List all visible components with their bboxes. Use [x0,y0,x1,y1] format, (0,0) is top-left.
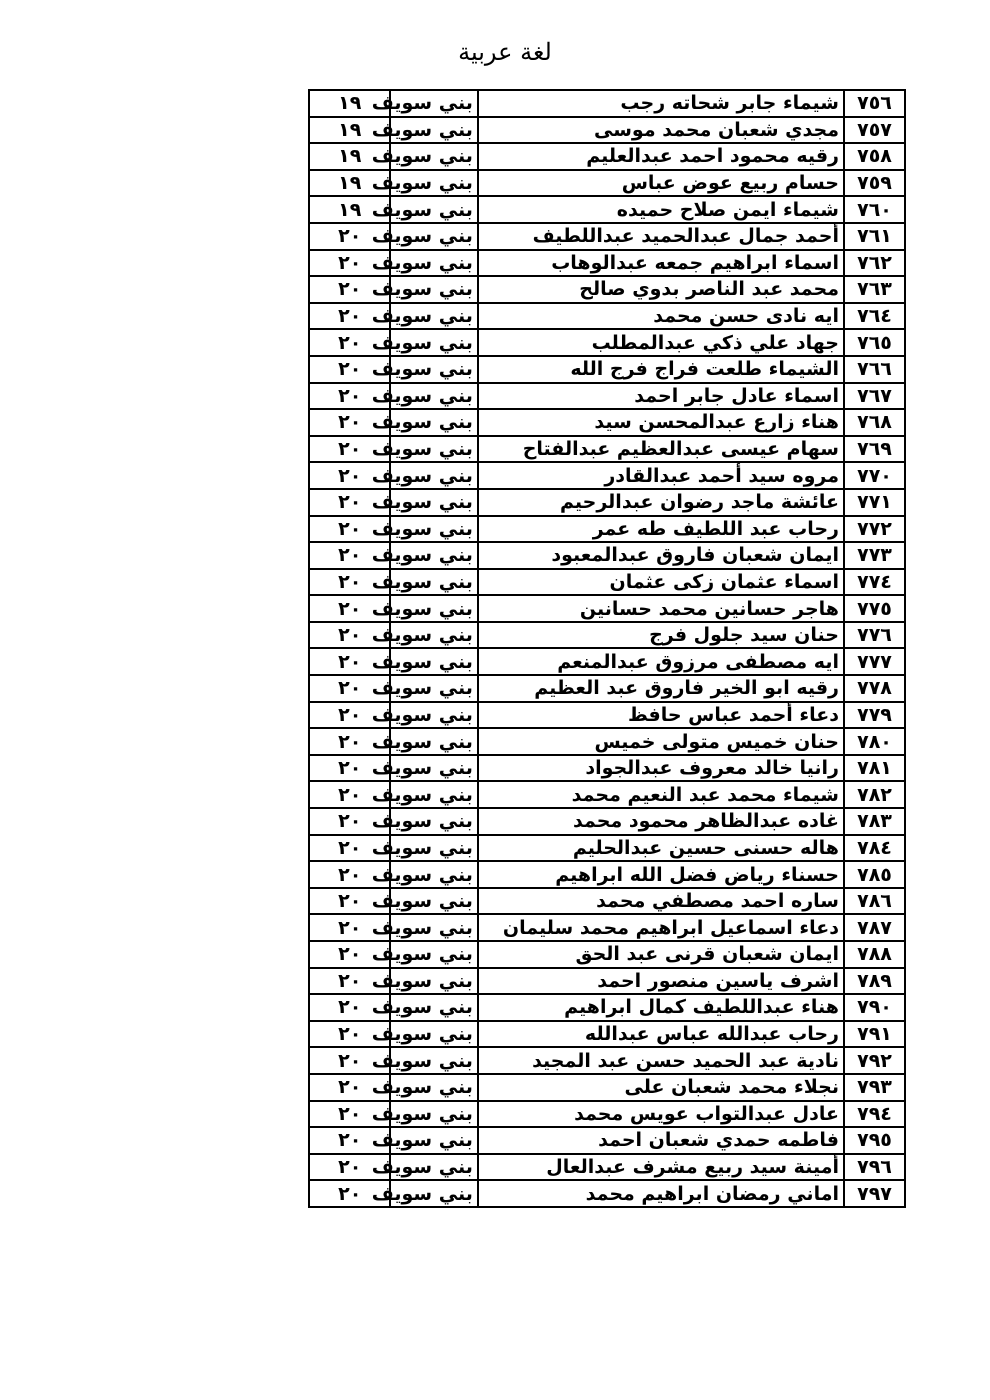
row-name: ايمان شعبان فاروق عبدالمعبود [478,542,844,569]
table-row [309,356,905,383]
row-score: ٢٠ [309,542,390,569]
row-city: بني سويف [390,968,477,995]
table-row [309,888,905,915]
row-number: ٧٦٠ [844,196,905,223]
row-score: ٢٠ [309,595,390,622]
row-city: بني سويف [390,728,477,755]
row-number: ٧٩٧ [844,1180,905,1207]
row-city: بني سويف [390,1180,477,1207]
row-number: ٧٩٢ [844,1047,905,1074]
row-city: بني سويف [390,1021,477,1048]
row-name: محمد عبد الناصر بدوي صالح [478,276,844,303]
row-score: ٢٠ [309,1127,390,1154]
row-score: ٢٠ [309,329,390,356]
row-name: مروه سيد أحمد عبدالقادر [478,462,844,489]
row-score: ٢٠ [309,356,390,383]
row-name: عائشة ماجد رضوان عبدالرحيم [478,489,844,516]
row-name: أحمد جمال عبدالحميد عبداللطيف [478,223,844,250]
table-row [309,1101,905,1128]
table-row [309,329,905,356]
row-score: ٢٠ [309,569,390,596]
row-name: أمينة سيد ربيع مشرف عبدالعال [478,1154,844,1181]
row-city: بني سويف [390,143,477,170]
table-row [309,143,905,170]
row-name: رحاب عبد اللطيف طه عمر [478,516,844,543]
table-row [309,861,905,888]
row-score: ٢٠ [309,808,390,835]
row-name: رقيه محمود احمد عبدالعليم [478,143,844,170]
row-number: ٧٧٢ [844,516,905,543]
table-row [309,648,905,675]
row-score: ٢٠ [309,489,390,516]
row-score: ٢٠ [309,781,390,808]
row-score: ٢٠ [309,1074,390,1101]
row-city: بني سويف [390,196,477,223]
table-row [309,781,905,808]
row-score: ٢٠ [309,1101,390,1128]
table-row [309,808,905,835]
table-row [309,542,905,569]
table-row [309,702,905,729]
row-city: بني سويف [390,276,477,303]
table-row [309,462,905,489]
row-number: ٧٧٠ [844,462,905,489]
table-row [309,835,905,862]
row-name: رانيا خالد معروف عبدالجواد [478,755,844,782]
row-name: هناء زارع عبدالمحسن سيد [478,409,844,436]
row-number: ٧٦٤ [844,303,905,330]
row-name: شيماء جابر شحاته رجب [478,90,844,117]
row-city: بني سويف [390,1074,477,1101]
row-name: ايه نادى حسن محمد [478,303,844,330]
table-row [309,1154,905,1181]
row-score: ٢٠ [309,994,390,1021]
row-city: بني سويف [390,835,477,862]
row-score: ٢٠ [309,702,390,729]
row-city: بني سويف [390,170,477,197]
row-city: بني سويف [390,595,477,622]
table-row [309,1180,905,1207]
table-row [309,276,905,303]
row-city: بني سويف [390,648,477,675]
row-number: ٧٩٤ [844,1101,905,1128]
table-row [309,675,905,702]
row-number: ٧٧٩ [844,702,905,729]
table-row [309,90,905,117]
row-number: ٧٩٦ [844,1154,905,1181]
row-score: ٢٠ [309,648,390,675]
table-row [309,595,905,622]
table-row [309,250,905,277]
row-name: حسام ربيع عوض عباس [478,170,844,197]
table-row [309,1074,905,1101]
row-city: بني سويف [390,781,477,808]
roster-body [309,90,905,1207]
row-name: اسماء ابراهيم جمعه عبدالوهاب [478,250,844,277]
row-name: حسناء رياض فضل الله ابراهيم [478,861,844,888]
row-name: فاطمه حمدي شعبان احمد [478,1127,844,1154]
row-city: بني سويف [390,755,477,782]
row-number: ٧٩٥ [844,1127,905,1154]
row-city: بني سويف [390,90,477,117]
row-score: ١٩ [309,117,390,144]
row-city: بني سويف [390,675,477,702]
row-name: اسماء عثمان زكى عثمان [478,569,844,596]
row-number: ٧٨٥ [844,861,905,888]
row-city: بني سويف [390,303,477,330]
row-number: ٧٩٣ [844,1074,905,1101]
table-row [309,968,905,995]
row-city: بني سويف [390,861,477,888]
row-name: هاله حسنى حسين عبدالحليم [478,835,844,862]
row-score: ٢٠ [309,728,390,755]
row-number: ٧٥٨ [844,143,905,170]
row-city: بني سويف [390,409,477,436]
row-city: بني سويف [390,117,477,144]
row-city: بني سويف [390,702,477,729]
row-name: جهاد علي ذكي عبدالمطلب [478,329,844,356]
row-score: ٢٠ [309,1180,390,1207]
row-name: غاده عبدالظاهر محمود محمد [478,808,844,835]
row-score: ٢٠ [309,968,390,995]
row-city: بني سويف [390,1127,477,1154]
row-number: ٧٦٣ [844,276,905,303]
row-score: ٢٠ [309,462,390,489]
table-row [309,755,905,782]
table-row [309,303,905,330]
row-city: بني سويف [390,888,477,915]
row-city: بني سويف [390,329,477,356]
table-row [309,117,905,144]
row-city: بني سويف [390,516,477,543]
row-number: ٧٨١ [844,755,905,782]
row-city: بني سويف [390,808,477,835]
row-score: ٢٠ [309,250,390,277]
row-city: بني سويف [390,569,477,596]
row-score: ٢٠ [309,516,390,543]
row-name: عادل عبدالتواب عويس محمد [478,1101,844,1128]
row-number: ٧٥٦ [844,90,905,117]
row-city: بني سويف [390,1047,477,1074]
table-row [309,436,905,463]
row-name: ايه مصطفى مرزوق عبدالمنعم [478,648,844,675]
row-number: ٧٧٦ [844,622,905,649]
row-score: ٢٠ [309,622,390,649]
row-name: نادية عبد الحميد حسن عبد المجيد [478,1047,844,1074]
row-number: ٧٨٤ [844,835,905,862]
row-number: ٧٨٩ [844,968,905,995]
row-score: ٢٠ [309,755,390,782]
row-number: ٧٦٧ [844,383,905,410]
row-city: بني سويف [390,1154,477,1181]
row-city: بني سويف [390,356,477,383]
row-name: مجدي شعبان محمد موسى [478,117,844,144]
row-score: ٢٠ [309,1021,390,1048]
row-city: بني سويف [390,223,477,250]
table-row [309,1047,905,1074]
row-name: حنان خميس متولى خميس [478,728,844,755]
row-name: شيماء محمد عبد النعيم محمد [478,781,844,808]
row-score: ١٩ [309,143,390,170]
row-city: بني سويف [390,250,477,277]
table-row [309,170,905,197]
row-name: رقيه ابو الخير فاروق عبد العظيم [478,675,844,702]
row-city: بني سويف [390,383,477,410]
row-name: الشيماء طلعت فراج فرج الله [478,356,844,383]
row-score: ٢٠ [309,1047,390,1074]
row-number: ٧٧٥ [844,595,905,622]
page-title: لغة عربية [458,38,552,66]
table-row [309,994,905,1021]
table-row [309,1021,905,1048]
row-score: ٢٠ [309,861,390,888]
row-name: رحاب عبدالله عباس عبدالله [478,1021,844,1048]
row-number: ٧٨٨ [844,941,905,968]
row-name: ساره احمد مصطفي محمد [478,888,844,915]
row-number: ٧٥٧ [844,117,905,144]
table-row [309,941,905,968]
table-row [309,196,905,223]
row-name: سهام عيسى عبدالعظيم عبدالفتاح [478,436,844,463]
row-score: ٢٠ [309,383,390,410]
row-number: ٧٨٣ [844,808,905,835]
row-score: ٢٠ [309,888,390,915]
row-name: هناء عبداللطيف كمال ابراهيم [478,994,844,1021]
table-row [309,489,905,516]
row-score: ٢٠ [309,835,390,862]
row-score: ٢٠ [309,276,390,303]
row-score: ٢٠ [309,675,390,702]
row-city: بني سويف [390,462,477,489]
row-name: اماني رمضان ابراهيم محمد [478,1180,844,1207]
row-number: ٧٦١ [844,223,905,250]
row-city: بني سويف [390,542,477,569]
table-row [309,409,905,436]
table-row [309,622,905,649]
row-number: ٧٦٦ [844,356,905,383]
row-number: ٧٨٦ [844,888,905,915]
row-number: ٧٨٢ [844,781,905,808]
row-number: ٧٦٢ [844,250,905,277]
table-row [309,516,905,543]
row-score: ٢٠ [309,914,390,941]
row-name: حنان سيد جلول فرج [478,622,844,649]
row-number: ٧٨٠ [844,728,905,755]
row-score: ٢٠ [309,941,390,968]
table-row [309,569,905,596]
row-score: ٢٠ [309,436,390,463]
row-name: اسماء عادل جابر احمد [478,383,844,410]
row-number: ٧٧٣ [844,542,905,569]
table-row [309,223,905,250]
row-score: ٢٠ [309,409,390,436]
row-city: بني سويف [390,436,477,463]
row-number: ٧٩٠ [844,994,905,1021]
row-city: بني سويف [390,914,477,941]
row-number: ٧٩١ [844,1021,905,1048]
row-city: بني سويف [390,489,477,516]
row-city: بني سويف [390,1101,477,1128]
row-name: هاجر حسانين محمد حسانين [478,595,844,622]
table-row [309,1127,905,1154]
row-name: نجلاء محمد شعبان على [478,1074,844,1101]
table-row [309,728,905,755]
row-city: بني سويف [390,622,477,649]
row-score: ٢٠ [309,1154,390,1181]
row-name: دعاء اسماعيل ابراهيم محمد سليمان [478,914,844,941]
row-name: ايمان شعبان قرنى عبد الحق [478,941,844,968]
table-row [309,914,905,941]
row-city: بني سويف [390,994,477,1021]
row-number: ٧٦٥ [844,329,905,356]
row-score: ١٩ [309,170,390,197]
row-number: ٧٧٨ [844,675,905,702]
row-score: ٢٠ [309,223,390,250]
row-number: ٧٧١ [844,489,905,516]
row-name: شيماء ايمن صلاح حميده [478,196,844,223]
row-number: ٧٧٧ [844,648,905,675]
row-city: بني سويف [390,941,477,968]
row-score: ١٩ [309,90,390,117]
row-number: ٧٥٩ [844,170,905,197]
row-score: ٢٠ [309,303,390,330]
roster-table [308,89,906,1208]
row-number: ٧٧٤ [844,569,905,596]
row-name: اشرف ياسين منصور احمد [478,968,844,995]
row-number: ٧٦٩ [844,436,905,463]
row-name: دعاء أحمد عباس حافظ [478,702,844,729]
row-number: ٧٨٧ [844,914,905,941]
table-row [309,383,905,410]
row-number: ٧٦٨ [844,409,905,436]
row-score: ١٩ [309,196,390,223]
